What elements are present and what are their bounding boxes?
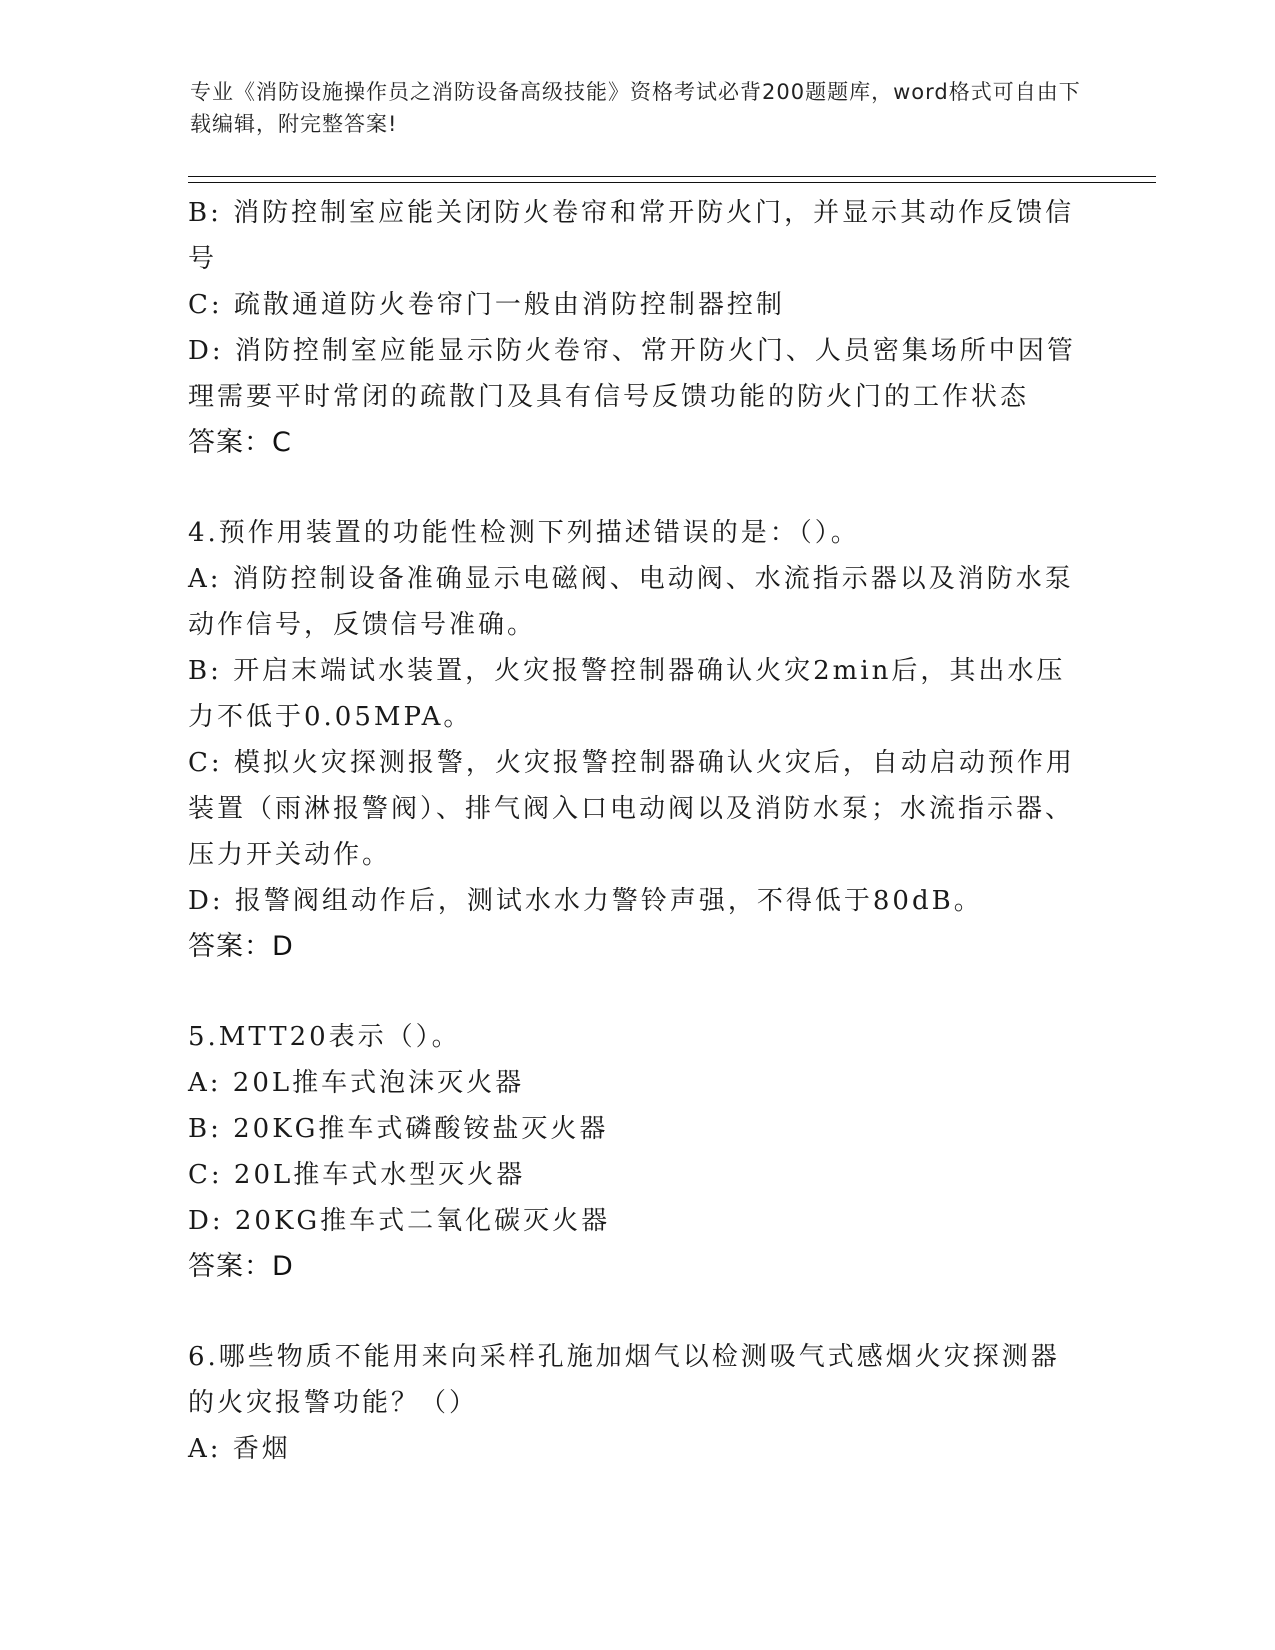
- q4-answer: 答案：D: [188, 931, 294, 962]
- q5-answer: 答案：D: [188, 1251, 294, 1282]
- header-rule-top: [188, 176, 1156, 177]
- q3-option-d: D: 消防控制室应能显示防火卷帘、常开防火门、人员密集场所中因管理需要平时常闭的疏散门及具有信号反馈功能的防火门的工作状态: [188, 336, 1076, 412]
- question-4: [188, 510, 1078, 970]
- q6-stem: 6.哪些物质不能用来向采样孔施加烟气以检测吸气式感烟火灾探测器的火灾报警功能？（）: [188, 1342, 1060, 1418]
- q4-option-d: D: 报警阀组动作后，测试水水力警铃声强，不得低于80dB。: [188, 886, 983, 916]
- spacer: [188, 970, 1078, 1014]
- q4-option-a: A: 消防控制设备准确显示电磁阀、电动阀、水流指示器以及消防水泵动作信号，反馈信号准确。: [188, 564, 1074, 640]
- q5-stem: 5.MTT20表示（）。: [188, 1022, 461, 1052]
- q4-stem: 4.预作用装置的功能性检测下列描述错误的是：（）。: [188, 518, 860, 548]
- q5-option-a: A: 20L推车式泡沫灭火器: [188, 1068, 525, 1098]
- spacer: [188, 466, 1078, 510]
- question-content: [188, 190, 1078, 1472]
- q5-option-b: B: 20KG推车式磷酸铵盐灭火器: [188, 1114, 609, 1144]
- question-3: [188, 190, 1078, 466]
- q6-option-a: A: 香烟: [188, 1434, 291, 1464]
- q3-answer: 答案：C: [188, 427, 292, 458]
- document-header: 专业《消防设施操作员之消防设备高级技能》资格考试必背200题题库，word格式可自由下载编辑，附完整答案!: [190, 80, 1081, 136]
- q5-option-d: D: 20KG推车式二氧化碳灭火器: [188, 1206, 611, 1236]
- q3-option-c: C: 疏散通道防火卷帘门一般由消防控制器控制: [188, 290, 785, 320]
- spacer: [188, 1290, 1078, 1334]
- q5-option-c: C: 20L推车式水型灭火器: [188, 1160, 526, 1190]
- question-6: [188, 1334, 1078, 1472]
- q3-option-b: B: 消防控制室应能关闭防火卷帘和常开防火门，并显示其动作反馈信号: [188, 198, 1075, 274]
- header-rule-bottom: [188, 182, 1156, 183]
- q4-option-b: B: 开启末端试水装置，火灾报警控制器确认火灾2min后，其出水压力不低于0.05MPA。: [188, 656, 1066, 732]
- q4-option-c: C: 模拟火灾探测报警，火灾报警控制器确认火灾后，自动启动预作用装置（雨淋报警阀）、排气阀入口电动阀以及消防水泵；水流指示器、压力开关动作。: [188, 748, 1075, 870]
- question-5: [188, 1014, 1078, 1290]
